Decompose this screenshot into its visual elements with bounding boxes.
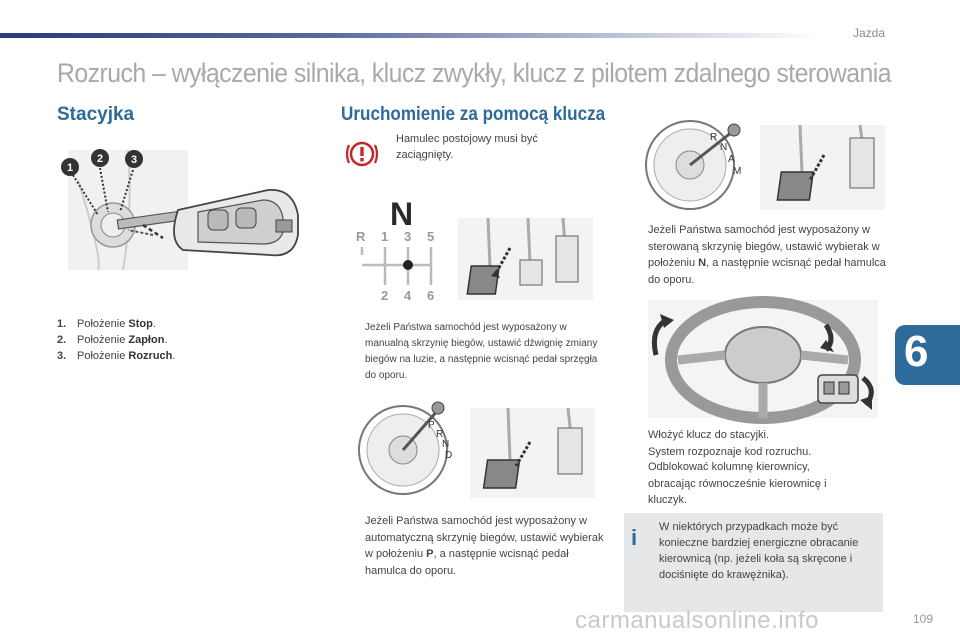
gear-5: 5: [427, 229, 435, 244]
selector-p: P: [428, 420, 435, 431]
ignition-heading: Stacyjka: [57, 104, 135, 125]
robotized-gearbox-instruction: Jeżeli Państwa samochód jest wyposażony w sterowaną skrzynię biegów, ustawić wybierak w położeniu N, a następnie wcisnąć pedał hamulca do oporu.: [648, 224, 886, 286]
page-title: Rozruch – wyłączenie silnika, klucz zwykły, klucz z pilotem zdalnego sterowania: [57, 58, 891, 88]
gear-3: 3: [404, 229, 412, 244]
selector-r: R: [436, 429, 444, 440]
selector-d: D: [445, 450, 453, 461]
selector-robot-n: N: [720, 142, 728, 153]
gear-1: 1: [381, 229, 389, 244]
callout-3: 3: [130, 154, 138, 166]
start-with-key-heading: Uruchomienie za pomocą klucza: [341, 104, 606, 125]
selector-robot-a: A: [728, 154, 735, 165]
clutch-pedals-illustration: [458, 218, 593, 300]
manual-gearbox-instruction: Jeżeli Państwa samochód jest wyposażony w manualną skrzynię biegów, ustawić dźwignię zmiany biegów na luzie, a następnie wcisnąć pedał sprzęgła do oporu.: [365, 322, 598, 381]
gear-2: 2: [381, 288, 389, 303]
ignition-key-illustration: [58, 140, 308, 280]
selector-robot-m: M: [733, 166, 742, 177]
header-bar: [0, 33, 820, 38]
unlock-steering-instruction: Odblokować kolumnę kierownicy, obracając równocześnie kierownicę i kluczyk.: [648, 461, 827, 506]
legend-item-stop: 1. Położenie Stop.: [57, 318, 156, 330]
info-box-text: W niektórych przypadkach może być konieczne bardziej energiczne obracanie kierownicą (np. jeżeli koła są skręcone i dociśnięte do krawężnika).: [659, 521, 859, 581]
automatic-selector-illustration: [358, 400, 598, 500]
steering-wheel-illustration: [648, 300, 878, 418]
gear-label-n: N: [390, 196, 414, 232]
chapter-number: 6: [904, 327, 929, 376]
gear-4: 4: [404, 288, 412, 303]
callout-1: 1: [66, 162, 74, 174]
page-number: 109: [913, 612, 934, 626]
callout-2: 2: [96, 153, 104, 165]
gear-6: 6: [427, 288, 435, 303]
gear-r: R: [356, 229, 366, 244]
section-label: Jazda: [852, 26, 885, 40]
ignition-legend: [57, 316, 175, 364]
automatic-gearbox-instruction: Jeżeli Państwa samochód jest wyposażony w automatyczną skrzynię biegów, ustawić wybierak w położeniu P, a następnie wcisnąć pedał hamulca do oporu.: [365, 515, 604, 577]
robotized-selector-illustration: [640, 110, 885, 210]
selector-n: N: [442, 439, 450, 450]
legend-item-ignition: 2. Położenie Zapłon.: [57, 334, 168, 346]
info-icon: i: [631, 525, 638, 550]
legend-item-start: 3. Położenie Rozruch.: [57, 350, 176, 362]
manual-gear-pattern: [350, 195, 445, 305]
parking-brake-warning: Hamulec postojowy musi być zaciągnięty.: [396, 133, 538, 161]
warning-icon: [344, 139, 380, 169]
selector-robot-r: R: [710, 132, 718, 143]
insert-key-instruction: Włożyć klucz do stacyjki. System rozpoznaje kod rozruchu.: [648, 429, 812, 458]
watermark: carmanualsonline.info: [575, 607, 819, 634]
